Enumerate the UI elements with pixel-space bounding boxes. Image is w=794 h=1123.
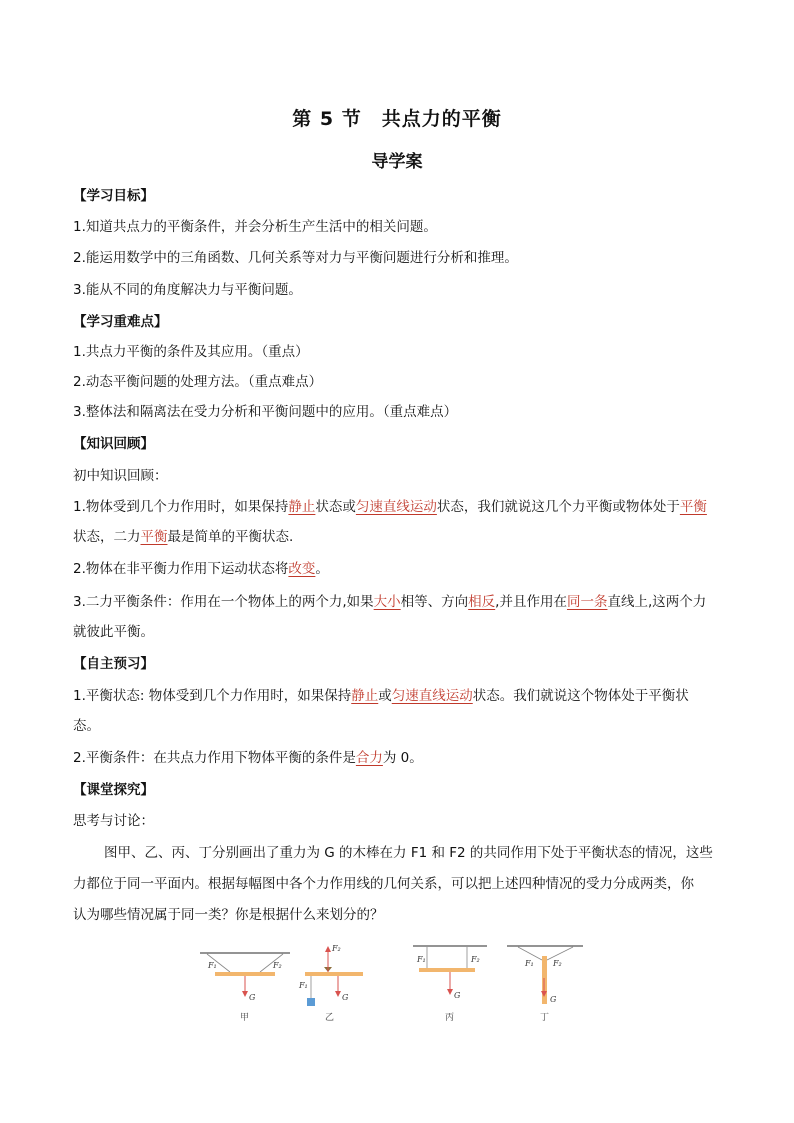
f2-label: F₂: [553, 959, 562, 968]
page-title: 第 5 节 共点力的平衡: [292, 108, 502, 130]
key-points-heading: 【学习重难点】: [73, 314, 168, 330]
text: 1.平衡状态: 物体受到几个力作用时，如果保持: [73, 688, 352, 704]
g-label: G: [249, 993, 256, 1002]
answer-blank: 匀速直线运动: [355, 499, 437, 515]
objectives-heading: 【学习目标】: [73, 188, 154, 204]
objective-item: 1.知道共点力的平衡条件，并会分析生产生活中的相关问题。: [73, 219, 437, 235]
explore-paragraph: 认为哪些情况属于同一类？你是根据什么来划分的？: [73, 907, 384, 923]
f2-label: F₂: [471, 955, 480, 964]
answer-blank: 静止: [288, 499, 316, 515]
diagram-yi: [298, 944, 363, 1023]
force-diagrams: [195, 938, 595, 1028]
g-label: G: [454, 991, 461, 1000]
review-paragraph-1-cont: [73, 527, 293, 547]
objective-item: 3.能从不同的角度解决力与平衡问题。: [73, 282, 302, 298]
answer-blank: 平衡: [140, 529, 168, 545]
explore-paragraph: 图甲、乙、丙、丁分别画出了重力为 G 的木棒在力 F1 和 F2 的共同作用下处于平衡状态的情况，这些: [104, 845, 713, 861]
text: 状态，我们就说这几个力平衡或物体处于: [436, 499, 680, 515]
text: 状态，二力: [73, 529, 141, 545]
text: 状态。我们就说这个物体处于平衡状: [472, 688, 689, 704]
answer-blank: 改变: [288, 561, 316, 577]
figure-label: 甲: [240, 1013, 250, 1023]
review-intro: 初中知识回顾：: [73, 468, 168, 484]
review-heading: 【知识回顾】: [73, 436, 154, 452]
answer-blank: 合力: [355, 750, 383, 766]
text: 2.平衡条件：在共点力作用下物体平衡的条件是: [73, 750, 356, 766]
text: 。: [315, 561, 329, 577]
preview-heading: 【自主预习】: [73, 656, 154, 672]
text: 2.物体在非平衡力作用下运动状态将: [73, 561, 289, 577]
text: 最是简单的平衡状态.: [167, 529, 294, 545]
f1-label: F₁: [525, 959, 534, 968]
text: ,并且作用在: [495, 594, 567, 610]
explore-intro: 思考与讨论：: [73, 813, 154, 829]
answer-blank: 平衡: [679, 499, 707, 515]
f1-label: F₁: [208, 961, 217, 970]
text: 3.二力平衡条件：作用在一个物体上的两个力,如果: [73, 594, 374, 610]
review-paragraph-3-cont: 就彼此平衡。: [73, 624, 154, 640]
text: 1.物体受到几个力作用时，如果保持: [73, 499, 289, 515]
text: 状态或: [315, 499, 356, 515]
answer-blank: 相反: [468, 594, 496, 610]
answer-blank: 静止: [351, 688, 379, 704]
diagram-bing: [413, 946, 487, 1023]
answer-blank: 大小: [373, 594, 401, 610]
figure-label: 乙: [325, 1013, 335, 1023]
objective-item: 2.能运用数学中的三角函数、几何关系等对力与平衡问题进行分析和推理。: [73, 250, 518, 266]
preview-paragraph-2: [73, 748, 423, 768]
f1-label: F₁: [299, 981, 308, 990]
page-subtitle: 导学案: [371, 152, 423, 172]
figure-label: 丙: [445, 1013, 455, 1023]
g-label: G: [342, 993, 349, 1002]
answer-blank: 同一条: [566, 594, 608, 610]
preview-paragraph-1-cont: 态。: [73, 718, 100, 734]
diagram-jia: [200, 953, 290, 1023]
f2-label: F₂: [332, 944, 341, 953]
key-point-item: 1.共点力平衡的条件及其应用。（重点）: [73, 344, 309, 360]
diagram-ding: [507, 946, 583, 1023]
preview-paragraph-1: [73, 686, 689, 706]
explore-paragraph: 力都位于同一平面内。根据每幅图中各个力作用线的几何关系，可以把上述四种情况的受力分成两类，你: [73, 876, 694, 892]
text: 或: [378, 688, 392, 704]
f2-label: F₂: [273, 961, 282, 970]
explore-heading: 【课堂探究】: [73, 782, 154, 798]
review-paragraph-1: [73, 497, 707, 517]
text: 相等、方向: [400, 594, 469, 610]
text: 直线上,这两个力: [607, 594, 707, 610]
review-paragraph-2: [73, 559, 329, 579]
answer-blank: 匀速直线运动: [391, 688, 473, 704]
f1-label: F₁: [417, 955, 426, 964]
text: 为 0。: [382, 750, 423, 766]
review-paragraph-3: [73, 592, 706, 612]
key-point-item: 3.整体法和隔离法在受力分析和平衡问题中的应用。（重点难点）: [73, 404, 458, 420]
g-label: G: [550, 995, 557, 1004]
key-point-item: 2.动态平衡问题的处理方法。（重点难点）: [73, 374, 323, 390]
figure-label: 丁: [540, 1013, 550, 1023]
